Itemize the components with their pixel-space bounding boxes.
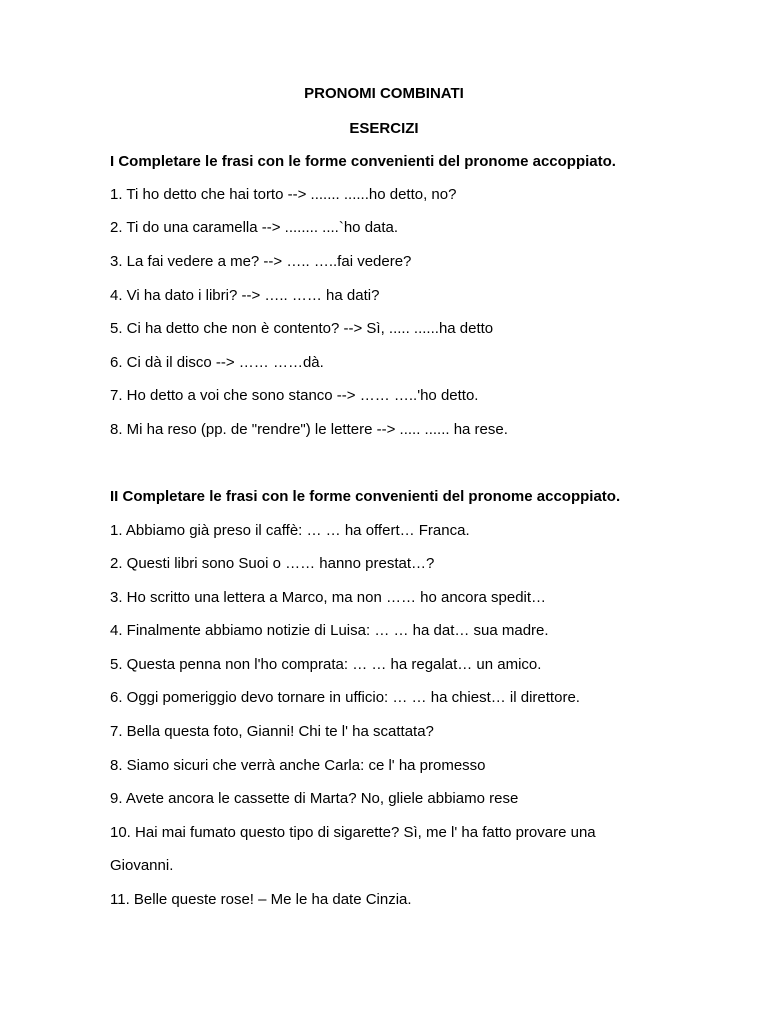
list-item: 3. Ho scritto una lettera a Marco, ma non …… ho ancora spedit… [110, 589, 547, 606]
list-item: 9. Avete ancora le cassette di Marta? No, gliele abbiamo rese [110, 790, 519, 807]
list-item: 5. Questa penna non l'ho comprata: … … ha regalat… un amico. [110, 656, 542, 673]
list-item: 3. La fai vedere a me? --> ….. …..fai vedere? [110, 253, 412, 270]
list-item: 6. Oggi pomeriggio devo tornare in ufficio: … … ha chiest… il direttore. [110, 689, 580, 706]
list-item: 2. Questi libri sono Suoi o …… hanno prestat…? [110, 555, 435, 572]
list-item: 6. Ci dà il disco --> …… ……dà. [110, 354, 324, 371]
list-item: 8. Mi ha reso (pp. de "rendre") le lettere --> ..... ...... ha rese. [110, 421, 508, 438]
list-item: 1. Abbiamo già preso il caffè: … … ha offert… Franca. [110, 522, 470, 539]
list-item: 7. Ho detto a voi che sono stanco --> …… …..'ho detto. [110, 387, 479, 404]
list-item: 8. Siamo sicuri che verrà anche Carla: ce l' ha promesso [110, 757, 486, 774]
list-item: 4. Vi ha dato i libri? --> ….. …… ha dati? [110, 287, 380, 304]
list-item: 4. Finalmente abbiamo notizie di Luisa: … … ha dat… sua madre. [110, 622, 549, 639]
list-item: 7. Bella questa foto, Gianni! Chi te l' ha scattata? [110, 723, 434, 740]
section-2-heading: II Completare le frasi con le forme convenienti del pronome accoppiato. [110, 488, 621, 505]
section-1-heading: I Completare le frasi con le forme convenienti del pronome accoppiato. [110, 153, 616, 170]
list-item: 2. Ti do una caramella --> ........ ....`ho data. [110, 219, 399, 236]
list-item: 1. Ti ho detto che hai torto --> ....... ......ho detto, no? [110, 186, 457, 203]
document-title: PRONOMI COMBINATI [304, 85, 464, 102]
list-item: 11. Belle queste rose! – Me le ha date Cinzia. [110, 891, 412, 908]
list-item: 5. Ci ha detto che non è contento? --> Sì, ..... ......ha detto [110, 320, 494, 337]
document-subtitle: ESERCIZI [349, 120, 419, 137]
list-item: 10. Hai mai fumato questo tipo di sigarette? Sì, me l' ha fatto provare una [110, 824, 596, 841]
list-item-continuation: Giovanni. [110, 857, 174, 874]
